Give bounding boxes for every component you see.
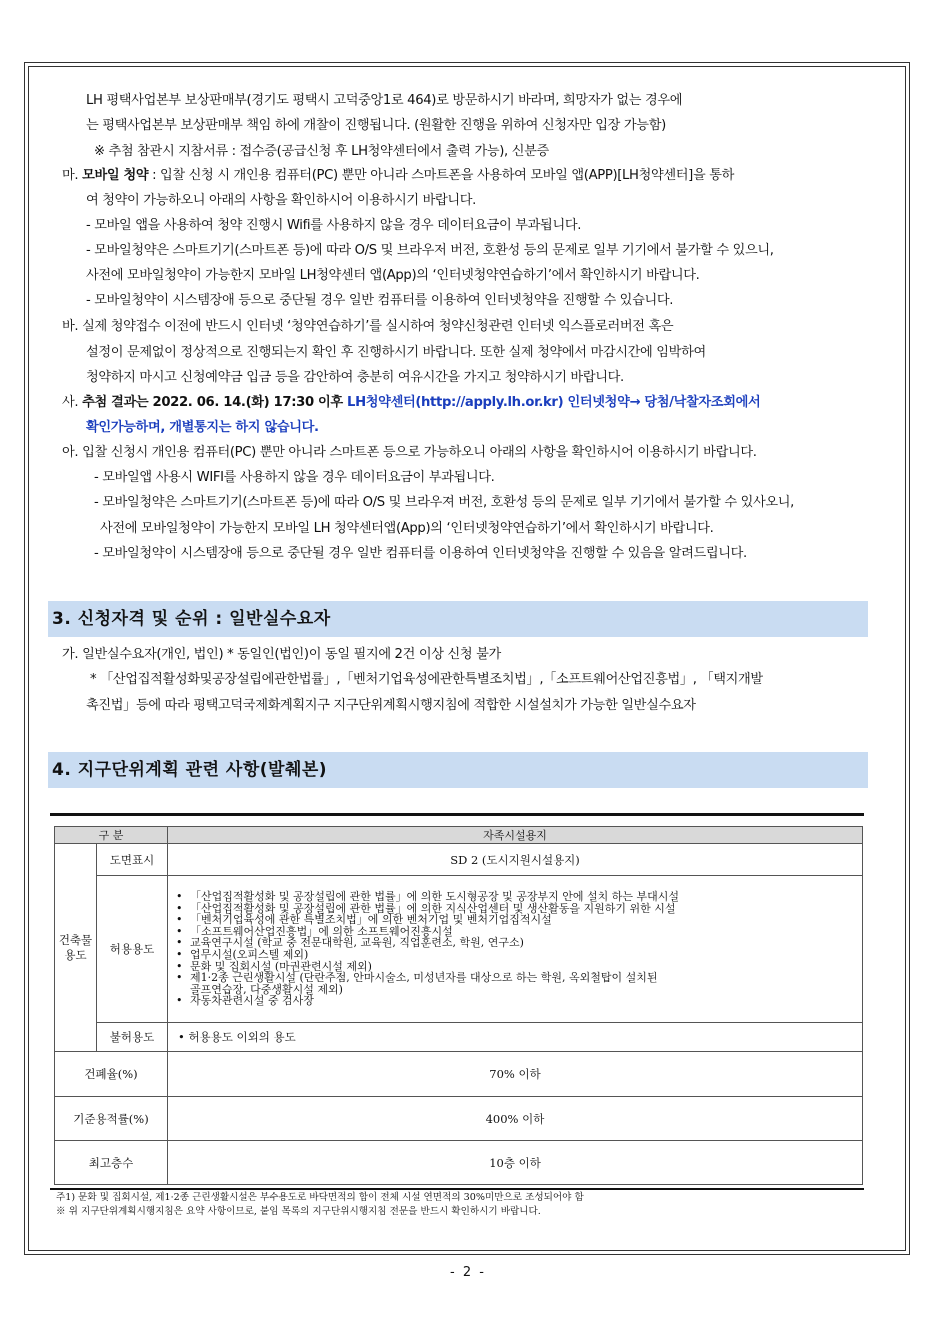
list-item: • 교육연구시설 (학교 중 전문대학원, 교육원, 직업훈련소, 학원, 연구소) xyxy=(176,937,858,949)
text-line: 사전에 모바일청약이 가능한지 모바일 LH 청약센터앱(App)의 ‘인터넷청약연습하기’에서 확인하시기 바랍니다. xyxy=(100,521,714,536)
table-row xyxy=(55,1141,863,1185)
text-line: - 모바일청약이 시스템장애 등으로 중단될 경우 일반 컴퓨터를 이용하여 인터넷청약을 진행할 수 있음을 알려드립니다. xyxy=(94,546,747,561)
table-row xyxy=(55,876,863,1023)
text-line: LH 평택사업본부 보상판매부(경기도 평택시 고덕중앙1로 464)로 방문하시기 바라며, 희망자가 없는 경우에 xyxy=(86,93,683,108)
text-line: ※ 추첨 참관시 지참서류 : 접수증(공급신청 후 LH청약센터에서 출력 가능), 신분증 xyxy=(94,144,549,159)
list-item: • 「산업집적활성화 및 공장설립에 관한 법률」에 의한 도시형공장 및 공장부지 안에 설치 하는 부대시설 xyxy=(176,891,858,903)
item-ma xyxy=(62,167,734,185)
text-line: - 모바일 앱을 사용하여 청약 진행시 Wifi를 사용하지 않을 경우 데이터요금이 부과됩니다. xyxy=(86,218,582,233)
result-date-text: 추첨 결과는 2022. 06. 14.(화) 17:30 이후 xyxy=(82,395,348,410)
section-4-heading: 4. 지구단위계획 관련 사항(발췌본) xyxy=(48,752,868,788)
table-row xyxy=(55,1023,863,1052)
row-value: SD 2 (도시지원시설용지) xyxy=(168,844,863,876)
text-run: : 입찰 신청 시 개인용 컴퓨터(PC) 뿐만 아니라 스마트폰을 사용하여 모바일 앱(APP)[LH청약센터]을 통하 xyxy=(148,168,734,183)
item-ba: 바. 실제 청약접수 이전에 반드시 인터넷 ‘청약연습하기’를 실시하여 청약신청관련 인터넷 익스플로러버전 혹은 xyxy=(62,319,674,334)
table-bottom-rule xyxy=(50,1188,864,1190)
lh-apply-link-text: LH청약센터(http://apply.lh.or.kr) 인터넷청약→ 당첨/낙찰자조회에서 xyxy=(347,395,761,410)
table-row xyxy=(55,1097,863,1141)
row-value: 10층 이하 xyxy=(168,1141,863,1185)
list-item: • 업무시설(오피스텔 제외) xyxy=(176,949,858,961)
table-header-row xyxy=(55,827,863,844)
list-item: • 「산업집적활성화 및 공장설립에 관한 법률」에 의한 지식산업센터 및 생산활동을 지원하기 위한 시설 xyxy=(176,903,858,915)
text-line: - 모바일청약은 스마트기기(스마트폰 등)에 따라 O/S 및 브라우져 버전, 호환성 등의 문제로 일부 기기에서 불가할 수 있사오니, xyxy=(94,495,794,510)
item-a: 아. 입찰 신청시 개인용 컴퓨터(PC) 뿐만 아니라 스마트폰 등으로 가능하오니 아래의 사항을 확인하시어 이용하시기 바랍니다. xyxy=(62,445,757,460)
table-row xyxy=(55,844,863,876)
item-prefix: 사. xyxy=(62,395,83,410)
list-item: • 문화 및 집회시설 (마권관련시설 제외) xyxy=(176,961,858,973)
row-label: 도면표시 xyxy=(97,844,168,876)
text-line: 사전에 모바일청약이 가능한지 모바일 LH청약센터 앱(App)의 ‘인터넷청약연습하기’에서 확인하시기 바랍니다. xyxy=(86,268,700,283)
table-top-rule xyxy=(50,813,864,816)
row-value: 400% 이하 xyxy=(168,1097,863,1141)
text-line: 가. 일반실수요자(개인, 법인) * 동일인(법인)이 동일 필지에 2건 이상 신청 불가 xyxy=(62,647,501,662)
text-line: 확인가능하며, 개별통지는 하지 않습니다. xyxy=(86,420,319,435)
header-category: 구 분 xyxy=(55,827,168,844)
row-label: 허용용도 xyxy=(97,876,168,1023)
building-use-label: 건축물 용도 xyxy=(55,844,97,1052)
page-number: - 2 - xyxy=(450,1265,486,1280)
permitted-uses-cell xyxy=(168,876,863,1023)
list-item: • 「소프트웨어산업진흥법」에 의한 소프트웨어진흥시설 xyxy=(176,926,858,938)
list-item: • 「벤처기업육성에 관한 특별조치법」에 의한 벤처기업 및 벤처기업집적시설 xyxy=(176,914,858,926)
footnote: ※ 위 지구단위계획시행지침은 요약 사항이므로, 붙임 목록의 지구단위시행지침 전문을 반드시 확인하시기 바랍니다. xyxy=(56,1206,541,1217)
list-item-continuation: 골프연습장, 다중생활시설 제외) xyxy=(190,982,343,996)
district-plan-table xyxy=(54,826,863,1185)
text-line: - 모바일앱 사용시 WIFI를 사용하지 않을 경우 데이터요금이 부과됩니다. xyxy=(94,470,495,485)
list-item: • 자동차관련시설 중 검사장 xyxy=(176,995,858,1007)
list-item xyxy=(176,972,858,995)
row-label: 최고층수 xyxy=(55,1141,168,1185)
text-line: 촉진법」등에 따라 평택고덕국제화계획지구 지구단위계획시행지침에 적합한 시설설치가 가능한 일반실수요자 xyxy=(86,698,696,713)
mobile-subscription-heading: 모바일 청약 xyxy=(82,168,149,183)
row-label: 불허용도 xyxy=(97,1023,168,1052)
item-prefix: 마. xyxy=(62,168,83,183)
text-line: * 「산업집적활성화및공장설립에관한법률」,「벤처기업육성에관한특별조치법」,「소프트웨어산업진흥법」, 「택지개발 xyxy=(90,672,763,687)
row-value: • 허용용도 이외의 용도 xyxy=(168,1023,863,1052)
row-label: 기준용적률(%) xyxy=(55,1097,168,1141)
item-sa xyxy=(62,394,760,412)
text-line: 청약하지 마시고 신청예약금 입금 등을 감안하여 충분히 여유시간을 가지고 청약하시기 바랍니다. xyxy=(86,370,624,385)
header-value: 자족시설용지 xyxy=(168,827,863,844)
text-line: - 모바일청약이 시스템장애 등으로 중단될 경우 일반 컴퓨터를 이용하여 인터넷청약을 진행할 수 있습니다. xyxy=(86,293,674,308)
row-label: 건폐율(%) xyxy=(55,1052,168,1097)
text-line: 여 청약이 가능하오니 아래의 사항을 확인하시어 이용하시기 바랍니다. xyxy=(86,193,477,208)
text-line: - 모바일청약은 스마트기기(스마트폰 등)에 따라 O/S 및 브라우저 버전, 호환성 등의 문제로 일부 기기에서 불가할 수 있으니, xyxy=(86,243,774,258)
row-value: 70% 이하 xyxy=(168,1052,863,1097)
text-line: 설정이 문제없이 정상적으로 진행되는지 확인 후 진행하시기 바랍니다. 또한 실제 청약에서 마감시간에 임박하여 xyxy=(86,345,706,360)
permitted-uses-list xyxy=(172,889,858,1009)
list-item-text: 제1·2종 근린생활시설 (단란주점, 안마시술소, 미성년자를 대상으로 하는 학원, 옥외철탑이 설치된 xyxy=(190,971,658,985)
text-line: 는 평택사업본부 보상판매부 책임 하에 개찰이 진행됩니다. (원활한 진행을 위하여 신청자만 입장 가능함) xyxy=(86,118,666,133)
section-3-heading: 3. 신청자격 및 순위 : 일반실수요자 xyxy=(48,601,868,637)
footnote: 주1) 문화 및 집회시설, 제1·2종 근린생활시설은 부수용도로 바닥면적의 합이 전체 시설 연면적의 30%미만으로 조성되어야 함 xyxy=(56,1192,584,1203)
table-row xyxy=(55,1052,863,1097)
